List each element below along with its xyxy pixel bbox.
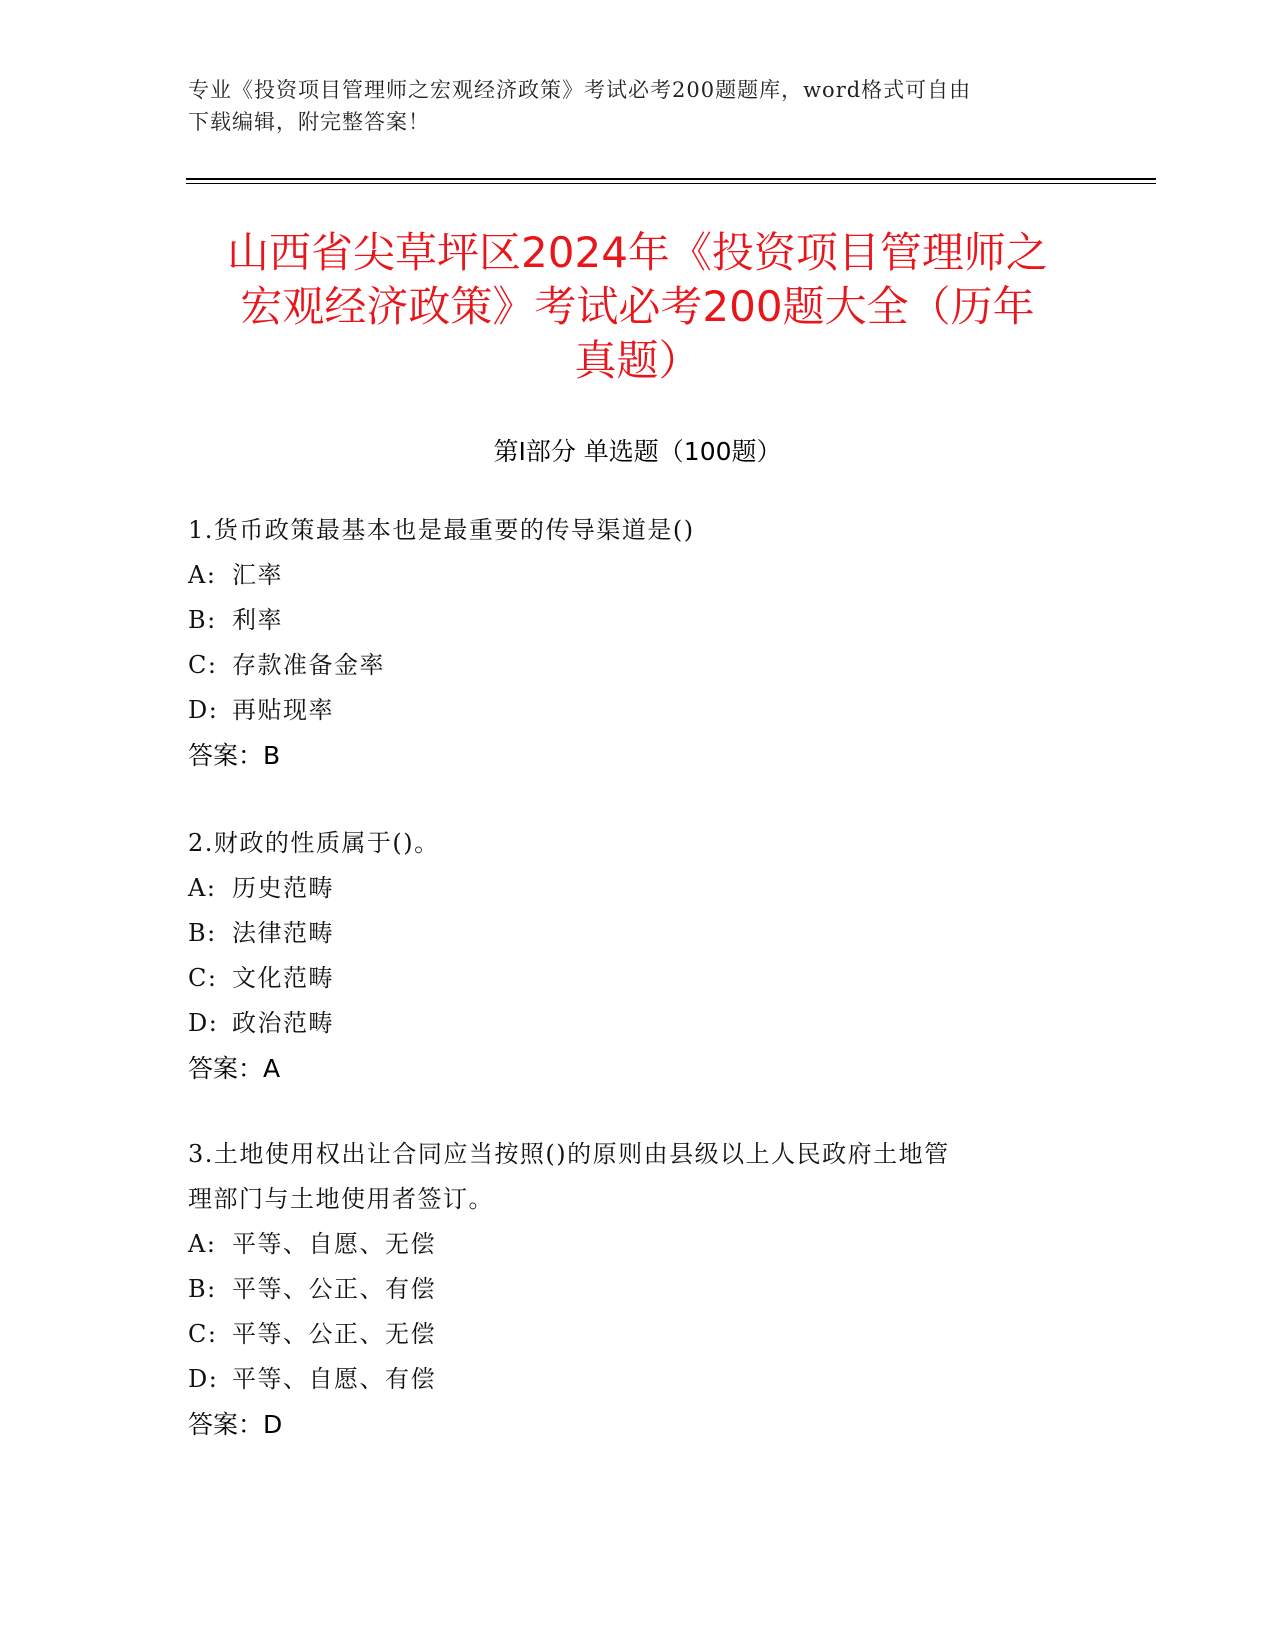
option-key: A: bbox=[188, 561, 217, 589]
option-key: A: bbox=[188, 874, 217, 902]
question-stem: 2.财政的性质属于()。 bbox=[188, 829, 440, 857]
option-key: B: bbox=[188, 919, 217, 947]
option-b bbox=[188, 1267, 1088, 1312]
option-text: 再贴现率 bbox=[232, 696, 334, 724]
option-text: 汇率 bbox=[232, 561, 283, 589]
option-key: B: bbox=[188, 1275, 217, 1303]
question-stem-line2: 理部门与土地使用者签订。 bbox=[188, 1185, 494, 1213]
option-d bbox=[188, 1357, 1088, 1402]
option-b bbox=[188, 598, 1088, 643]
section-heading: 第I部分 单选题（100题） bbox=[493, 437, 782, 466]
option-text: 法律范畴 bbox=[232, 919, 334, 947]
question-stem: 1.货币政策最基本也是最重要的传导渠道是() bbox=[188, 516, 695, 544]
header-note-line2: 下载编辑，附完整答案！ bbox=[188, 110, 430, 134]
option-a bbox=[188, 866, 1088, 911]
question-3 bbox=[188, 1132, 1088, 1447]
option-a bbox=[188, 553, 1088, 598]
option-text: 文化范畴 bbox=[232, 964, 334, 992]
answer: 答案：A bbox=[188, 1054, 281, 1083]
option-key: D: bbox=[188, 696, 219, 724]
option-b bbox=[188, 911, 1088, 956]
option-text: 历史范畴 bbox=[232, 874, 334, 902]
option-key: B: bbox=[188, 606, 217, 634]
question-stem-line1: 3.土地使用权出让合同应当按照()的原则由县级以上人民政府土地管 bbox=[188, 1140, 950, 1168]
title-line3: 真题） bbox=[574, 336, 701, 385]
option-key: C: bbox=[188, 651, 218, 679]
header-note-line1: 专业《投资项目管理师之宏观经济政策》考试必考200题题库，word格式可自由 bbox=[188, 78, 972, 102]
question-1 bbox=[188, 508, 1088, 778]
option-key: D: bbox=[188, 1009, 219, 1037]
title-line1: 山西省尖草坪区2024年《投资项目管理师之 bbox=[227, 228, 1048, 277]
option-d bbox=[188, 688, 1088, 733]
question-2 bbox=[188, 821, 1088, 1091]
option-text: 政治范畴 bbox=[232, 1009, 334, 1037]
header-rule-thick bbox=[186, 178, 1156, 180]
document-title bbox=[150, 226, 1125, 388]
option-c bbox=[188, 956, 1088, 1001]
option-c bbox=[188, 1312, 1088, 1357]
option-key: C: bbox=[188, 1320, 218, 1348]
header-rule-thin bbox=[186, 183, 1156, 184]
option-key: D: bbox=[188, 1365, 219, 1393]
option-text: 平等、公正、有偿 bbox=[232, 1275, 436, 1303]
option-a bbox=[188, 1222, 1088, 1267]
answer: 答案：B bbox=[188, 741, 281, 770]
option-key: A: bbox=[188, 1230, 217, 1258]
option-text: 存款准备金率 bbox=[232, 651, 385, 679]
option-key: C: bbox=[188, 964, 218, 992]
option-d bbox=[188, 1001, 1088, 1046]
option-c bbox=[188, 643, 1088, 688]
option-text: 平等、公正、无偿 bbox=[232, 1320, 436, 1348]
option-text: 平等、自愿、有偿 bbox=[232, 1365, 436, 1393]
header-note bbox=[188, 74, 1088, 138]
option-text: 平等、自愿、无偿 bbox=[232, 1230, 436, 1258]
title-line2: 宏观经济政策》考试必考200题大全（历年 bbox=[240, 282, 1035, 331]
option-text: 利率 bbox=[232, 606, 283, 634]
answer: 答案：D bbox=[188, 1410, 283, 1439]
